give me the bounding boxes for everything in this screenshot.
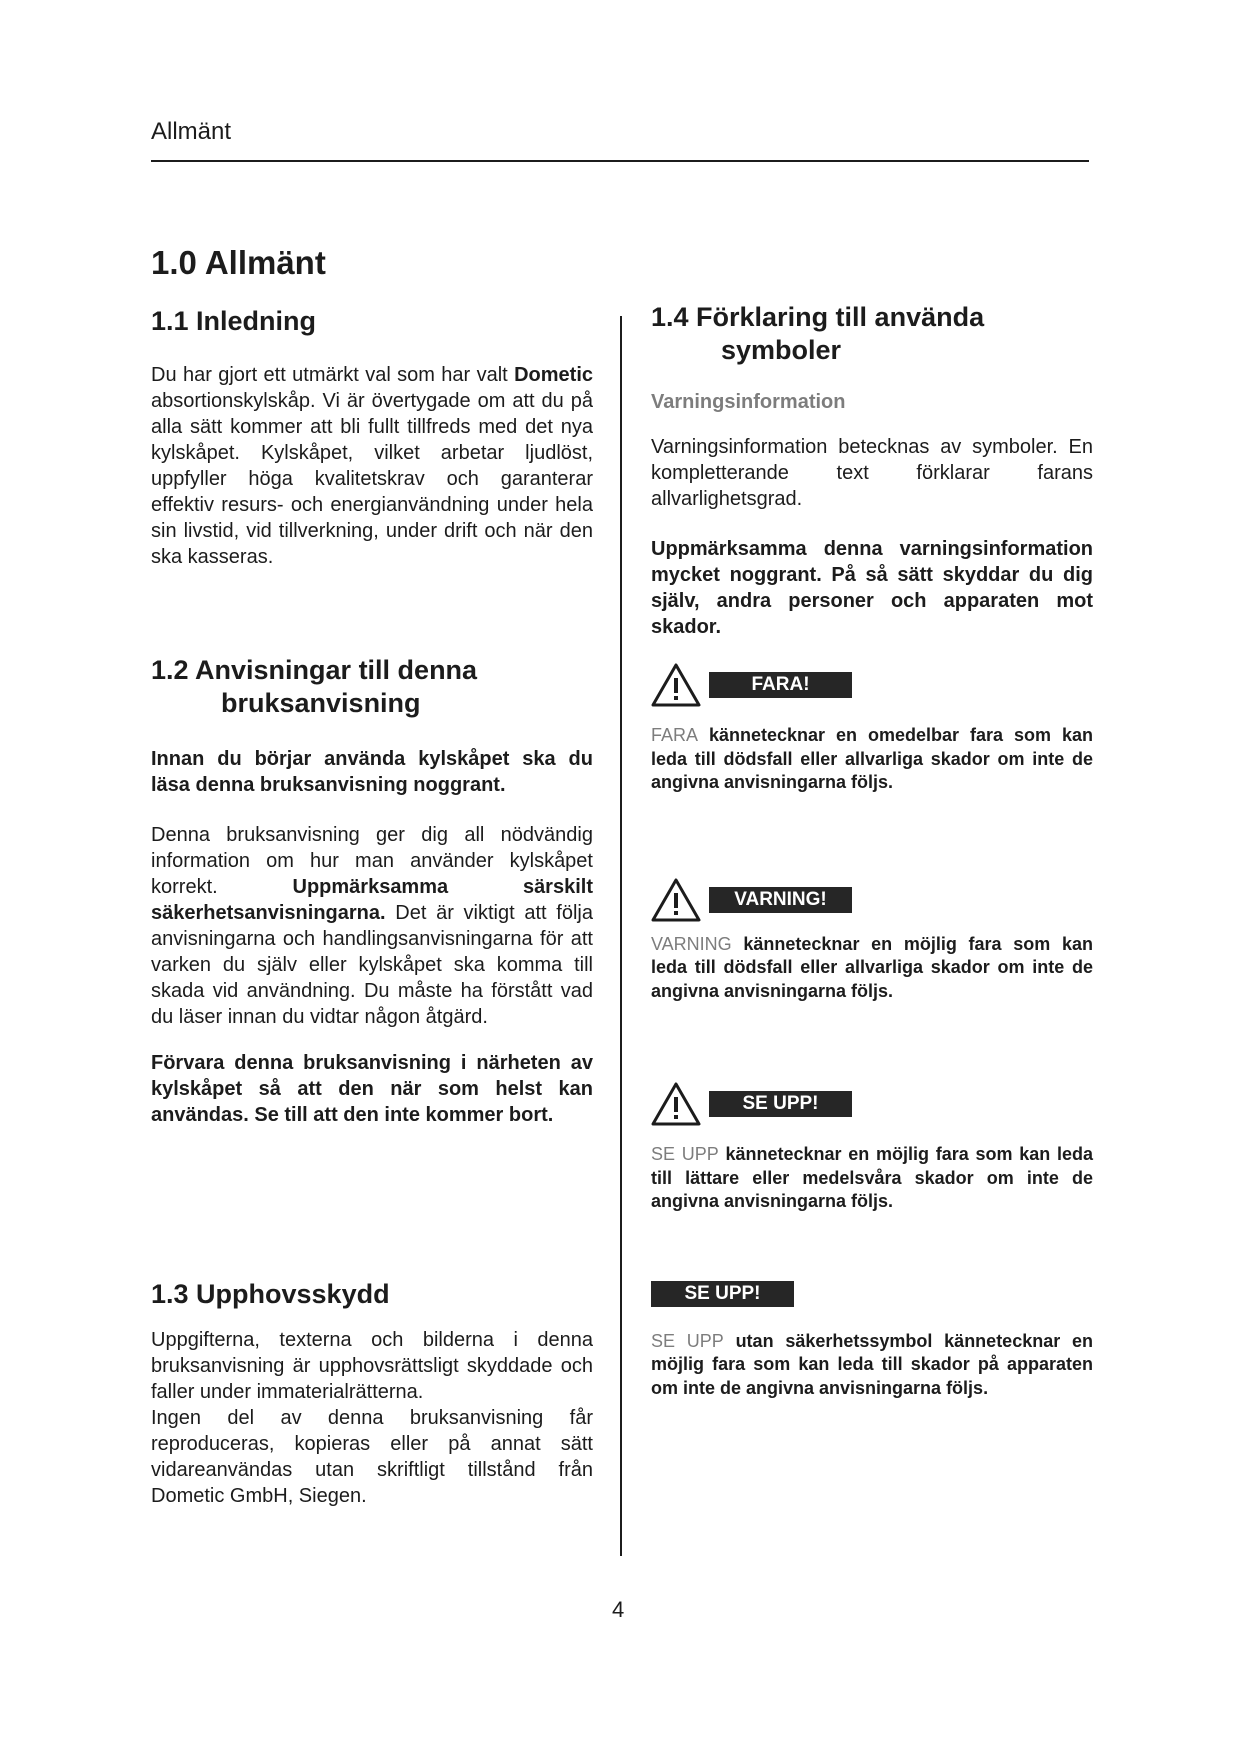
right-column [651,301,1093,1400]
running-header: Allmänt [151,118,232,145]
section-1-2-heading [151,654,593,720]
fara-description [651,724,1093,795]
signal-word: FARA [651,725,699,745]
fara-badge: FARA! [709,672,852,698]
text-run: Denna bruksanvisning ger dig all nödvändig information om hur man använder kylskåpet korrekt. [151,824,593,898]
section-1-4-heading [651,301,1093,367]
varning-symbol-row [651,875,1093,925]
text-run: utan säkerhetssymbol kännetecknar en möjlig fara som kan leda till skador på apparaten om inte de angivna anvisningarna följs. [651,1330,1093,1398]
signal-word: SE UPP [651,1330,724,1351]
left-column [151,305,593,1509]
section-1-1-text [151,362,593,570]
seupp-symbol-row [651,1079,1093,1129]
heading-line: 1.4 Förklaring till använda [651,302,985,332]
text-run: Du har gjort ett utmärkt val som har valt [151,364,515,386]
header-rule [151,160,1089,162]
section-1-3-heading: 1.3 Upphovsskydd [151,1279,390,1309]
varning-description [651,933,1093,1004]
warning-triangle-icon [651,1081,701,1127]
column-divider [620,316,622,1556]
heading-line: bruksanvisning [221,688,421,718]
section-1-2-keep-note: Förvara denna bruksanvisning i närheten av kylskåpet så att den när som helst kan användas. Se till att den inte kommer bort. [151,1052,593,1126]
varning-badge: VARNING! [709,887,852,913]
section-1-3-text-1: Uppgifterna, texterna och bilderna i denna bruksanvisning är upphovsrättsligt skyddade och faller under immaterialrätterna. [151,1329,593,1403]
seupp-description [651,1143,1093,1214]
warning-info-label: Varningsinformation [651,391,846,413]
heading-line: 1.2 Anvisningar till denna [151,655,478,685]
section-1-3-text-2: Ingen del av denna bruksanvisning får reproduceras, kopieras eller på annat sätt vidareanvändas utan skriftligt tillstånd från Dometic GmbH, Siegen. [151,1407,593,1507]
signal-word: SE UPP [651,1144,719,1164]
section-1-2-intro: Innan du börjar använda kylskåpet ska du läsa denna bruksanvisning noggrant. [151,748,593,796]
fara-symbol-row [651,660,1093,710]
seupp-nosymbol-badge: SE UPP! [651,1281,794,1307]
section-1-2-text [151,822,593,1030]
warning-triangle-icon [651,662,701,708]
section-1-4-notice: Uppmärksamma denna varningsinformation mycket noggrant. På så sätt skyddar du dig själv, andra personer och apparaten mot skador. [651,538,1093,638]
brand-name: Dometic [514,364,593,386]
seupp-nosymbol-row [651,1280,1093,1308]
page-number: 4 [612,1597,625,1622]
emphasis: Uppmärksamma särskilt säkerhetsanvisningarna. [151,876,593,924]
warning-triangle-icon [651,877,701,923]
text-run: kännetecknar en möjlig fara som kan leda till lättare eller medelsvåra skador om inte de angivna anvisningarna följs. [651,1144,1094,1211]
section-1-4-text: Varningsinformation betecknas av symboler. En kompletterande text förklarar farans allvarlighetsgrad. [651,436,1093,510]
text-run: absortionskylskåp. Vi är övertygade om att du på alla sätt kommer att bli fullt tillfreds med det nya kylskåpet. Kylskåpet, vilket arbetar ljudlöst, uppfyller höga kvalitetskrav och garanterar effektiv resurs- och energianvändning under hela sin livstid, vid tillverkning, under drift och när den ska kasseras. [151,390,593,568]
seupp-badge: SE UPP! [709,1091,852,1117]
text-run: kännetecknar en omedelbar fara som kan leda till dödsfall eller allvarliga skador om inte de angivna anvisningarna följs. [651,725,1093,792]
section-1-1-heading: 1.1 Inledning [151,306,317,336]
seupp-nosymbol-description [651,1330,1093,1401]
text-run: Det är viktigt att följa anvisningarna och handlingsanvisningarna för att varken du själv eller kylskåpet ska komma till skada vid användning. Du måste ha förstått vad du läser innan du vidtar någon åtgärd. [151,902,593,1028]
heading-line: symboler [721,335,842,365]
chapter-title: 1.0 Allmänt [151,244,326,281]
text-run: kännetecknar en möjlig fara som kan leda till dödsfall eller allvarliga skador om inte de angivna anvisningarna följs. [651,933,1093,1001]
signal-word: VARNING [651,933,732,954]
